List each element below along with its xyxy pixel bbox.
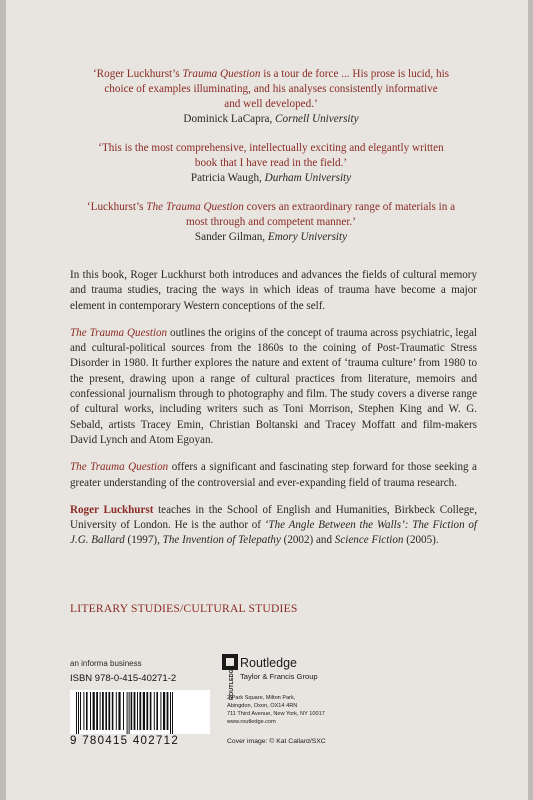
barcode-bar: [96, 692, 98, 730]
endorsement-1: [66, 67, 476, 127]
endorsement-quote: [66, 200, 476, 230]
endorsement-3: [66, 200, 476, 245]
author-bio: [70, 503, 477, 549]
quote-text-run: and well developed.’: [224, 98, 318, 110]
quote-text-run: is a tour de force ... His prose is lucid, his: [260, 68, 450, 80]
informa-tagline: an informa business: [70, 659, 142, 668]
barcode-number: 9 780415 402712: [70, 735, 180, 747]
quote-text-run: book that I have read in the field.’: [194, 157, 348, 169]
endorsement-2: [66, 141, 476, 186]
text-run: (1997),: [124, 534, 163, 547]
barcode-bar: [90, 692, 91, 730]
text-run: outlines the origins of the concept of trauma across psychiatric, legal and cultural-political sources from the 1860s to the coining of Post-Traumatic Stress Disorder in 1980. It further explores the nature and extent of ‘trauma culture’ from 1980 to the present, drawing upon a range of cultural practices from literature, memoirs and confessional journalism through to photography and film. The study covers a diverse range of cultural works, including writers such as Toni Morrison, Stephen King and W. G. Sebald, artists Tracey Emin, Christian Boltanski and Tracey Moffatt and film-makers David Lynch and Atom Egoyan.: [70, 326, 477, 446]
address-line: 711 Third Avenue, New York, NY 10017: [227, 711, 325, 717]
text-run: offers a significant and fascinating step forward for those seeking a greater understanding of the controversial and ever-expanding field of trauma research.: [70, 461, 477, 489]
quote-text-run: ‘This is the most comprehensive, intellectually exciting and elegantly written: [98, 142, 444, 154]
back-cover: [6, 0, 528, 800]
barcode-bar: [134, 692, 136, 730]
endorsements: [66, 67, 476, 259]
quote-text-run: covers an extraordinary range of materials in a: [243, 201, 456, 213]
barcode-bar: [143, 692, 145, 730]
cover-credit: Cover image: © Kat Callard/SXC: [227, 738, 326, 745]
logo-vertical-text: ROUTLEDGE: [229, 665, 235, 700]
barcode-bar: [116, 692, 117, 730]
endorsement-quote: [66, 141, 476, 171]
barcode-bar: [137, 692, 138, 730]
barcode-bar: [80, 692, 81, 730]
endorsement-source: Dominick LaCapra, Cornell University: [183, 113, 359, 125]
barcode-bar: [167, 692, 169, 730]
barcode-bar: [160, 692, 161, 730]
endorser-affiliation: Emory University: [267, 231, 348, 243]
barcode-bar: [172, 692, 173, 734]
description-paragraph: [70, 268, 477, 314]
quote-text-run: choice of examples illuminating, and his analyses consistently informative: [104, 83, 438, 95]
barcode: [70, 690, 210, 734]
barcode-bar: [112, 692, 114, 730]
book-description: [70, 268, 477, 561]
quote-text-run: The Trauma Question: [146, 201, 244, 213]
quote-text-run: ‘Roger Luckhurst’s: [92, 68, 183, 80]
quote-text-run: most through and competent manner.’: [186, 216, 356, 228]
barcode-bar: [105, 692, 107, 730]
text-run: The Trauma Question: [70, 326, 168, 339]
text-run: (2002) and: [280, 534, 335, 547]
publisher-group: Taylor & Francis Group: [240, 672, 318, 681]
barcode-bar: [93, 692, 95, 730]
text-run: In this book, Roger Luckhurst both introduces and advances the fields of cultural memory and trauma studies, tracing the ways in which ideas of trauma have become a major element in contemporary Western conceptions of the self.: [70, 269, 477, 312]
endorser-name: Dominick LaCapra: [183, 113, 270, 125]
barcode-bar: [100, 692, 101, 730]
address-line: www.routledge.com: [227, 719, 276, 725]
description-paragraph: [70, 326, 477, 448]
endorser-affiliation: Durham University: [264, 172, 352, 184]
endorser-name: Sander Gilman: [194, 231, 263, 243]
barcode-bar: [139, 692, 141, 730]
endorsement-quote: [66, 67, 476, 112]
text-run: Roger Luckhurst: [70, 503, 154, 516]
barcode-bar: [86, 692, 88, 730]
description-paragraph: [70, 460, 477, 491]
text-run: ‘The Angle Between the Walls’: The Fiction of J.G. Ballard: [70, 519, 477, 547]
endorser-affiliation: Cornell University: [275, 113, 359, 125]
barcode-bar: [127, 692, 128, 734]
barcode-bar: [129, 692, 130, 734]
barcode-bar: [156, 692, 158, 730]
publisher-address: [227, 694, 325, 726]
barcode-bar: [163, 692, 165, 730]
text-run: teaches in the School of English and Humanities, Birkbeck College, University of London. He is the author of: [70, 503, 477, 532]
barcode-bar: [118, 692, 120, 730]
address-line: 2 Park Square, Milton Park,: [227, 695, 296, 701]
quote-text-run: Trauma Question: [182, 68, 261, 80]
barcode-bar: [83, 692, 84, 730]
barcode-bar: [123, 692, 124, 730]
endorsement-source: Sander Gilman, Emory University: [194, 231, 348, 243]
endorser-name: Patricia Waugh: [190, 172, 260, 184]
endorsement-source: Patricia Waugh, Durham University: [190, 172, 352, 184]
barcode-bar: [76, 692, 77, 734]
publisher-name: Routledge: [240, 656, 297, 670]
barcode-bar: [131, 692, 133, 730]
isbn: ISBN 978-0-415-40271-2: [70, 673, 177, 684]
text-run: Science Fiction: [334, 534, 404, 547]
barcode-bar: [170, 692, 171, 734]
text-run: The Invention of Telepathy: [162, 534, 281, 547]
barcode-bar: [154, 692, 155, 730]
barcode-bar: [146, 692, 148, 730]
text-run: (2005).: [403, 534, 439, 547]
address-line: Abingdon, Oxon, OX14 4RN: [227, 703, 298, 709]
barcode-bar: [102, 692, 104, 730]
barcode-bar: [150, 692, 152, 730]
quote-text-run: ‘Luckhurst’s: [86, 201, 147, 213]
barcode-bar: [78, 692, 79, 734]
text-run: The Trauma Question: [70, 461, 169, 474]
subject-category: LITERARY STUDIES/CULTURAL STUDIES: [70, 602, 298, 615]
barcode-bar: [108, 692, 110, 730]
